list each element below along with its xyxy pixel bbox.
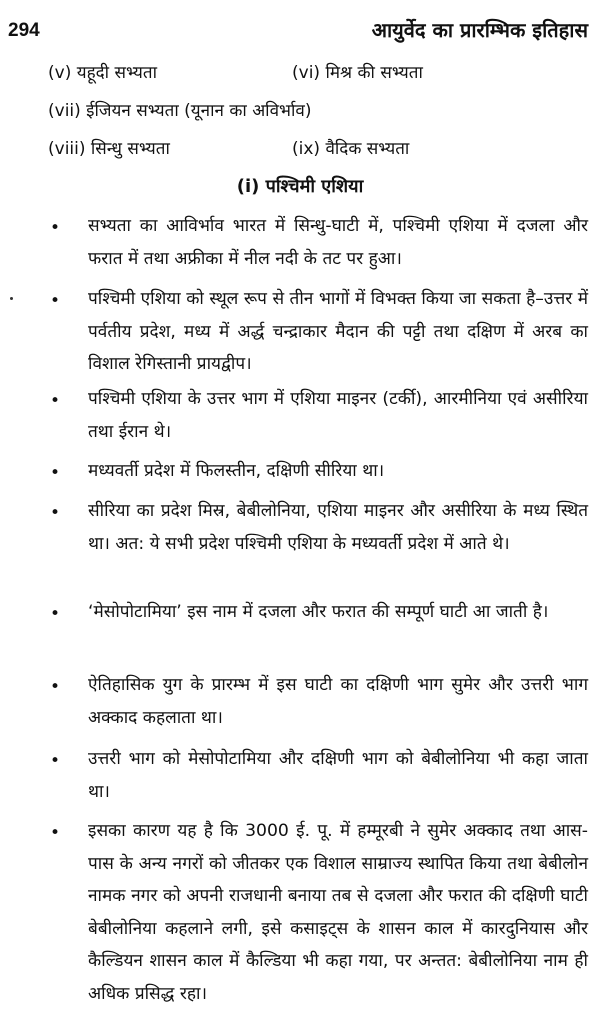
paragraph: सीरिया का प्रदेश मिस्र, बेबीलोनिया, एशिया माइनर और असीरिया के मध्य स्थित था। अत: ये सभी प्रदेश पश्चिमी एशिया के मध्यवर्ती प्रदेश में आते थे। — [88, 501, 588, 554]
bullet: • — [50, 218, 61, 238]
bullet: • — [50, 677, 61, 697]
paragraph: सभ्यता का आविर्भाव भारत में सिन्धु-घाटी में, पश्चिमी एशिया में दजला और फरात में तथा अफ्रीका में नील नदी के तट पर हुआ। — [88, 216, 588, 269]
list-item-vi: (vi) मिश्र की सभ्यता — [292, 63, 423, 83]
bullet: • — [50, 463, 61, 483]
bullet: • — [50, 391, 61, 411]
paragraph: मध्यवर्ती प्रदेश में फिलस्तीन, दक्षिणी सीरिया था। — [88, 461, 385, 481]
running-header: आयुर्वेद का प्रारम्भिक इतिहास — [371, 18, 588, 42]
bullet: • — [50, 751, 61, 771]
paragraph: इसका कारण यह है कि 3000 ई. पू. में हम्मूरबी ने सुमेर अक्काद तथा आस-पास के अन्य नगरों को जीतकर एक विशाल साम्राज्य स्थापित किया तथा बेबीलोन नामक नगर को अपनी राजधानी बनाया तब से दजला और फरात की दक्षिणी घाटी बेबीलोनिया कहलाने लगी, इसे कसाइट्स के शासन काल में कारदुनियास और कैल्डियन शासन काल में कैल्डिया भी कहा गया, पर अन्तत: बेबीलोनिया नाम ही अधिक प्रसिद्ध रहा। — [88, 821, 588, 1004]
paragraph: पश्चिमी एशिया को स्थूल रूप से तीन भागों में विभक्त किया जा सकता है–उत्तर में पर्वतीय प्रदेश, मध्य में अर्द्ध चन्द्राकार मैदान की पट्टी तथा दक्षिण में अरब का विशाल रेगिस्तानी प्रायद्वीप। — [88, 289, 588, 375]
list-item-v: (v) यहूदी सभ्यता — [48, 63, 157, 83]
list-item-ix: (ix) वैदिक सभ्यता — [292, 139, 410, 159]
list-item-viii: (viii) सिन्धु सभ्यता — [48, 139, 170, 159]
paragraph: पश्चिमी एशिया के उत्तर भाग में एशिया माइनर (टर्की), आरमीनिया एवं असीरिया तथा ईरान थे। — [88, 389, 588, 442]
paragraph: उत्तरी भाग को मेसोपोटामिया और दक्षिणी भाग को बेबीलोनिया भी कहा जाता था। — [88, 749, 588, 802]
margin-mark — [10, 297, 13, 300]
list-item-vii: (vii) ईजियन सभ्यता (यूनान का अविर्भाव) — [48, 101, 312, 121]
page-number: 294 — [8, 20, 40, 41]
bullet: • — [50, 823, 61, 843]
bullet: • — [50, 291, 61, 311]
section-heading: (i) पश्चिमी एशिया — [236, 176, 364, 197]
paragraph: ‘मेसोपोटामिया’ इस नाम में दजला और फरात की सम्पूर्ण घाटी आ जाती है। — [88, 602, 549, 622]
bullet: • — [50, 604, 61, 624]
bullet: • — [50, 503, 61, 523]
paragraph: ऐतिहासिक युग के प्रारम्भ में इस घाटी का दक्षिणी भाग सुमेर और उत्तरी भाग अक्काद कहलाता था। — [88, 675, 588, 728]
